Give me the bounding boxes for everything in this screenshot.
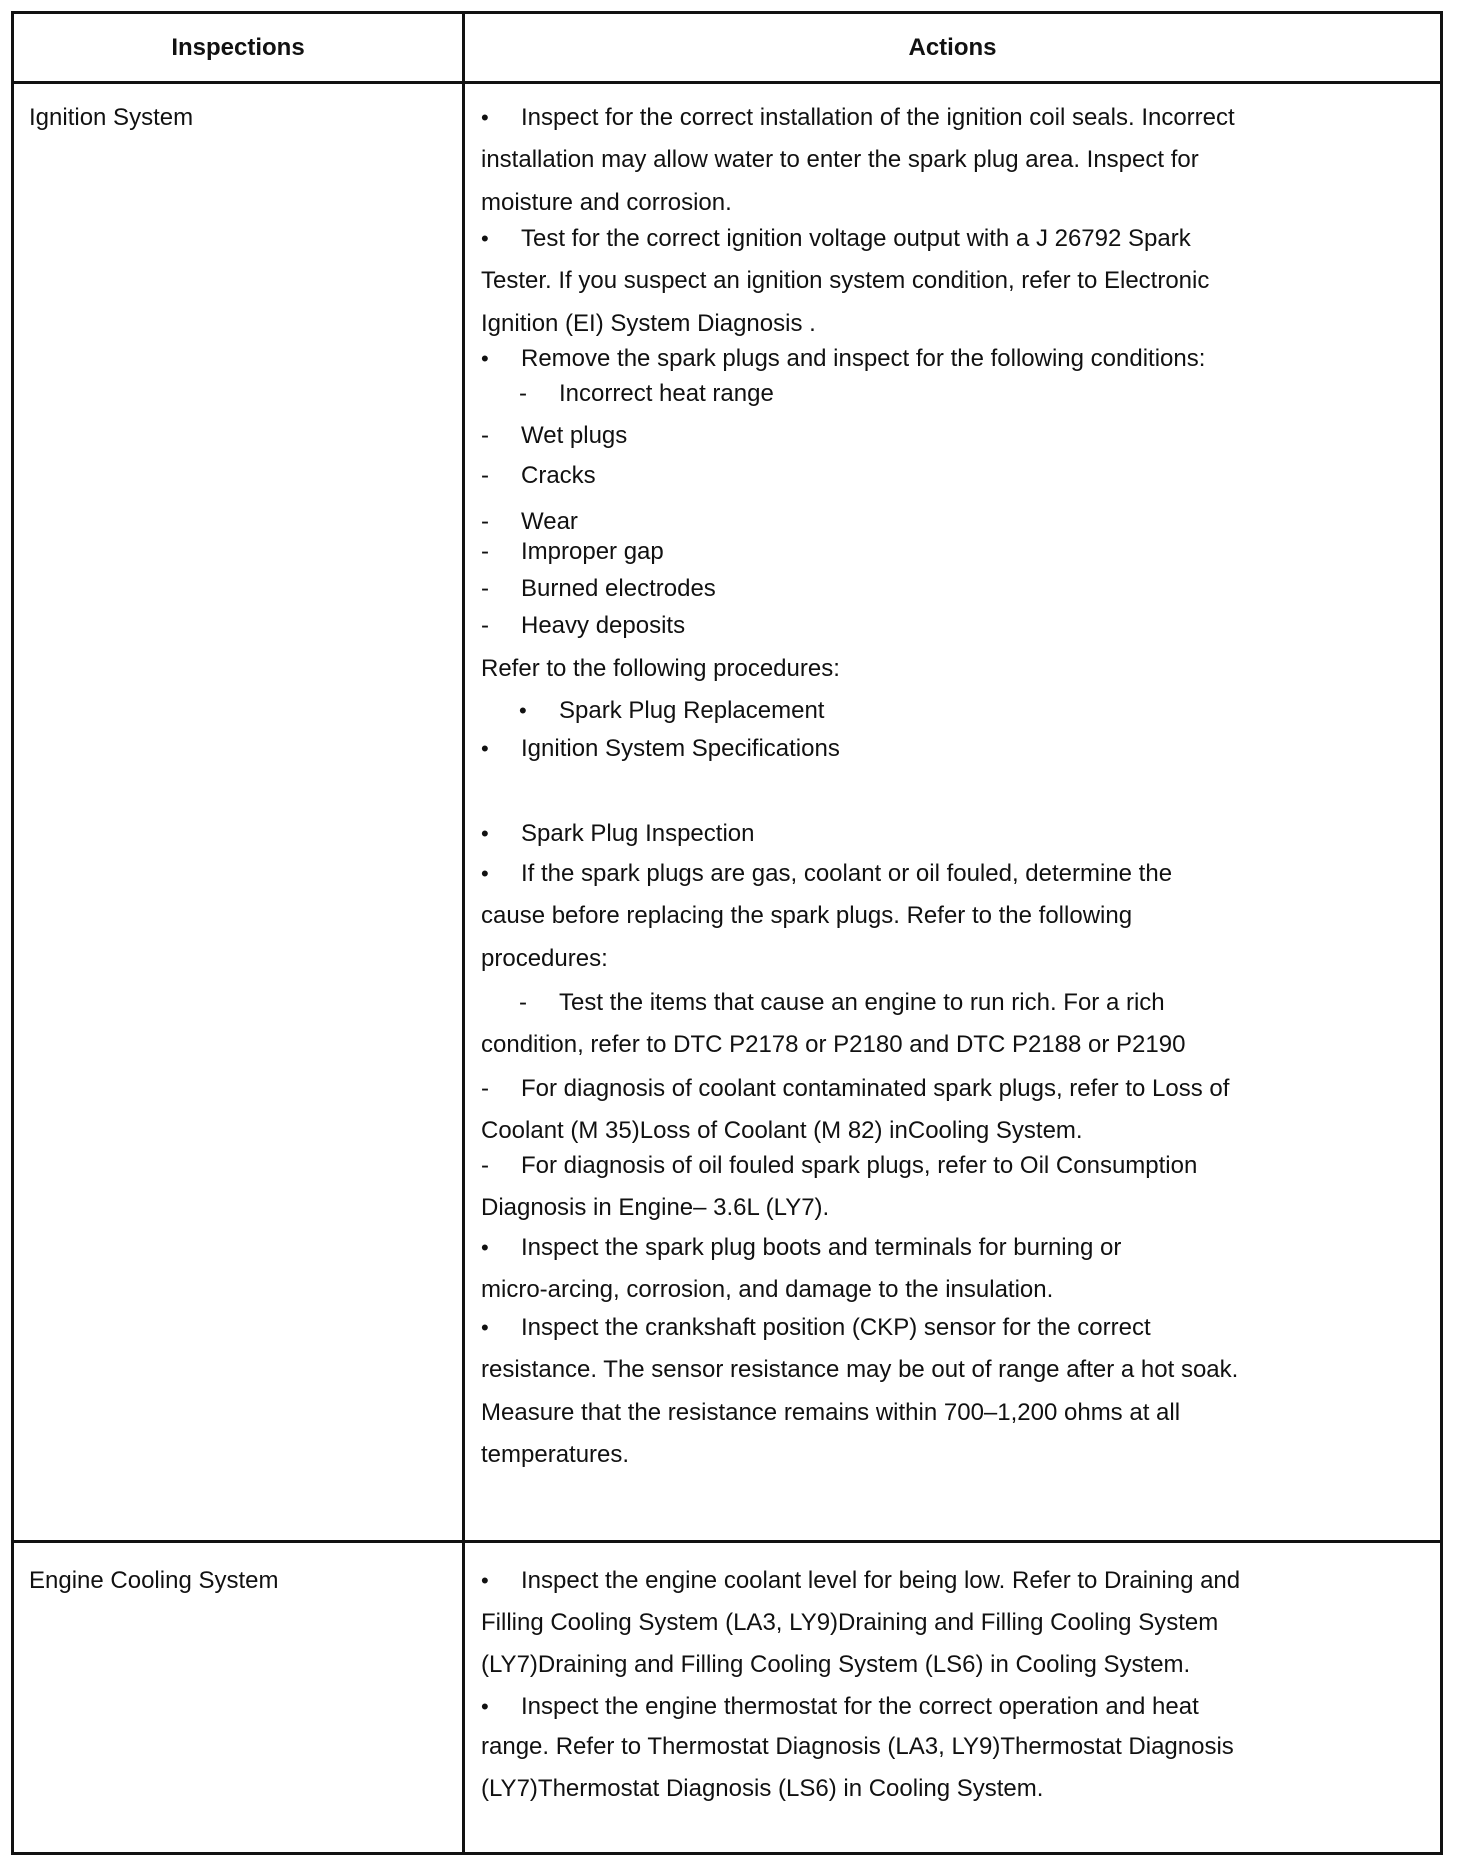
text-line bbox=[481, 1733, 1234, 1761]
line-text: Inspect the crankshaft position (CKP) sensor for the correct bbox=[521, 1314, 1151, 1341]
inspection-ignition-system: Ignition System bbox=[29, 104, 194, 131]
text-line bbox=[481, 267, 1209, 295]
line-text: Inspect the engine coolant level for being low. Refer to Draining and bbox=[521, 1567, 1241, 1594]
text-line bbox=[481, 945, 608, 973]
line-text: Test for the correct ignition voltage output with a J 26792 Spark bbox=[521, 225, 1191, 252]
bullet-marker: • bbox=[481, 1235, 489, 1260]
column-divider bbox=[462, 14, 465, 1852]
dash-item bbox=[519, 989, 1165, 1017]
dash-item bbox=[481, 575, 716, 603]
line-text: Heavy deposits bbox=[521, 612, 686, 639]
dash-marker: - bbox=[481, 575, 489, 602]
line-text: Wet plugs bbox=[521, 422, 628, 449]
bullet-item bbox=[481, 820, 754, 848]
bullet-marker: • bbox=[481, 346, 489, 371]
line-text: Spark Plug Replacement bbox=[559, 697, 825, 724]
bullet-item bbox=[481, 1693, 1199, 1721]
text-line bbox=[481, 1775, 1043, 1803]
line-text: Test the items that cause an engine to run rich. For a rich bbox=[559, 989, 1165, 1016]
line-text: Inspect for the correct installation of the ignition coil seals. Incorrect bbox=[521, 104, 1235, 131]
line-text: Improper gap bbox=[521, 538, 664, 565]
line-text: installation may allow water to enter the spark plug area. Inspect for bbox=[481, 146, 1199, 173]
line-text: micro-arcing, corrosion, and damage to the insulation. bbox=[481, 1276, 1054, 1303]
bullet-item bbox=[481, 1567, 1240, 1595]
line-text: Refer to the following procedures: bbox=[481, 655, 840, 682]
line-text: Incorrect heat range bbox=[559, 380, 774, 407]
line-text: resistance. The sensor resistance may be out of range after a hot soak. bbox=[481, 1356, 1239, 1383]
line-text: Cracks bbox=[521, 462, 596, 489]
line-text: condition, refer to DTC P2178 or P2180 and DTC P2188 or P2190 bbox=[481, 1031, 1186, 1058]
bullet-marker: • bbox=[519, 698, 527, 723]
line-text: moisture and corrosion. bbox=[481, 189, 732, 216]
line-text: Coolant (M 35)Loss of Coolant (M 82) inCooling System. bbox=[481, 1117, 1083, 1144]
dash-marker: - bbox=[519, 380, 527, 407]
line-text: Ignition (EI) System Diagnosis . bbox=[481, 310, 816, 337]
dash-marker: - bbox=[481, 612, 489, 639]
bullet-marker: • bbox=[481, 861, 489, 886]
dash-marker: - bbox=[481, 508, 489, 535]
line-text: cause before replacing the spark plugs. Refer to the following bbox=[481, 902, 1133, 929]
text-line bbox=[481, 655, 840, 683]
bullet-marker: • bbox=[481, 1568, 489, 1593]
line-text: Diagnosis in Engine– 3.6L (LY7). bbox=[481, 1194, 830, 1221]
dash-item bbox=[519, 380, 774, 408]
text-line bbox=[481, 1031, 1185, 1059]
line-text: For diagnosis of coolant contaminated spark plugs, refer to Loss of bbox=[521, 1075, 1230, 1102]
dash-item bbox=[481, 612, 685, 640]
line-text: For diagnosis of oil fouled spark plugs, refer to Oil Consumption bbox=[521, 1152, 1198, 1179]
dash-marker: - bbox=[481, 1075, 489, 1102]
line-text: Burned electrodes bbox=[521, 575, 716, 602]
row-divider bbox=[14, 1540, 1440, 1543]
dash-marker: - bbox=[481, 422, 489, 449]
line-text: Inspect the engine thermostat for the correct operation and heat bbox=[521, 1693, 1199, 1720]
dash-marker: - bbox=[481, 1152, 489, 1179]
text-line bbox=[481, 1356, 1238, 1384]
line-text: (LY7)Thermostat Diagnosis (LS6) in Cooling System. bbox=[481, 1775, 1044, 1802]
line-text: (LY7)Draining and Filling Cooling System (LS6) in Cooling System. bbox=[481, 1651, 1191, 1678]
text-line bbox=[481, 1651, 1190, 1679]
line-text: range. Refer to Thermostat Diagnosis (LA3, LY9)Thermostat Diagnosis bbox=[481, 1733, 1234, 1760]
line-text: Measure that the resistance remains within 700–1,200 ohms at all bbox=[481, 1399, 1181, 1426]
text-line bbox=[481, 146, 1199, 174]
dash-item bbox=[481, 538, 664, 566]
header-actions: Actions bbox=[908, 33, 997, 61]
line-text: temperatures. bbox=[481, 1441, 630, 1468]
line-text: Ignition System Specifications bbox=[521, 735, 840, 762]
dash-item bbox=[481, 422, 627, 450]
bullet-marker: • bbox=[481, 821, 489, 846]
text-line bbox=[481, 1276, 1053, 1304]
line-text: Filling Cooling System (LA3, LY9)Draining and Filling Cooling System bbox=[481, 1609, 1219, 1636]
inspection-table bbox=[11, 11, 1443, 1855]
bullet-item bbox=[481, 1314, 1151, 1342]
text-line bbox=[481, 1399, 1180, 1427]
text-line bbox=[481, 1117, 1083, 1145]
line-text: Inspect the spark plug boots and terminals for burning or bbox=[521, 1234, 1122, 1261]
line-text: If the spark plugs are gas, coolant or oil fouled, determine the bbox=[521, 860, 1173, 887]
text-line bbox=[481, 902, 1132, 930]
header-row-divider bbox=[14, 81, 1440, 84]
bullet-marker: • bbox=[481, 736, 489, 761]
bullet-item bbox=[481, 345, 1205, 373]
dash-item bbox=[481, 1152, 1197, 1180]
bullet-marker: • bbox=[481, 1694, 489, 1719]
dash-item bbox=[481, 1075, 1229, 1103]
inspection-engine-cooling-system: Engine Cooling System bbox=[29, 1567, 279, 1594]
bullet-marker: • bbox=[481, 226, 489, 251]
line-text: Spark Plug Inspection bbox=[521, 820, 755, 847]
line-text: Tester. If you suspect an ignition system condition, refer to Electronic bbox=[481, 267, 1210, 294]
dash-marker: - bbox=[519, 989, 527, 1016]
text-line bbox=[481, 1194, 829, 1222]
line-text: procedures: bbox=[481, 945, 608, 972]
header-inspections: Inspections bbox=[171, 33, 305, 61]
line-text: Remove the spark plugs and inspect for the following conditions: bbox=[521, 345, 1206, 372]
dash-marker: - bbox=[481, 462, 489, 489]
dash-item bbox=[481, 462, 596, 490]
text-line bbox=[481, 189, 732, 217]
text-line bbox=[481, 1441, 629, 1469]
bullet-item bbox=[481, 225, 1191, 253]
text-line bbox=[481, 1609, 1218, 1637]
bullet-item bbox=[481, 104, 1235, 132]
line-text: Wear bbox=[521, 508, 578, 535]
bullet-item bbox=[481, 860, 1172, 888]
bullet-item bbox=[481, 735, 840, 763]
text-line bbox=[481, 310, 816, 338]
dash-item bbox=[481, 508, 578, 536]
bullet-item bbox=[481, 1234, 1121, 1262]
dash-marker: - bbox=[481, 538, 489, 565]
bullet-marker: • bbox=[481, 105, 489, 130]
bullet-marker: • bbox=[481, 1315, 489, 1340]
bullet-item bbox=[519, 697, 824, 725]
